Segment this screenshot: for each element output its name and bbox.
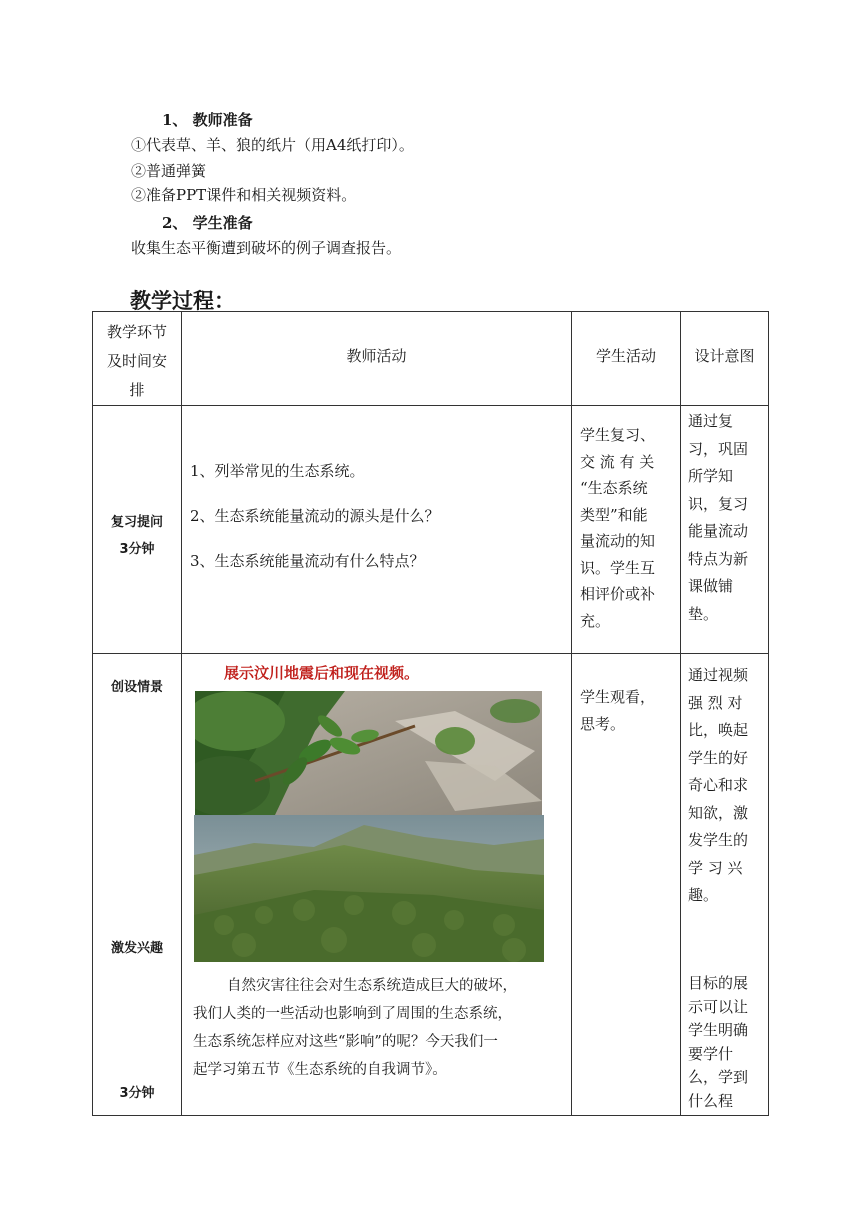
row1-question-3: 3、生态系统能量流动有什么特点？	[190, 552, 425, 570]
forest-mountain-photo	[194, 815, 544, 962]
row1-student-line: 量流动的知	[580, 532, 656, 550]
process-title: 教学过程：	[130, 289, 235, 313]
row2-intent-text-a	[688, 662, 748, 910]
row1-student	[572, 406, 681, 654]
row2-intent-line: 学生明确	[688, 1021, 749, 1039]
row1-intent-line: 通过复	[688, 412, 734, 430]
header-teacher-label: 教师活动	[346, 347, 407, 365]
row1-intent-line: 所学知	[688, 467, 734, 485]
row2-para-line: 起学习第五节《生态系统的自我调节》。	[193, 1062, 447, 1078]
student-prep-item: 收集生态平衡遭到破坏的例子调查报告。	[131, 239, 402, 257]
landslide-photo	[195, 691, 542, 815]
row1-stage-label: 复习提问	[110, 515, 163, 530]
row1-intent-text	[688, 408, 748, 628]
table-row	[93, 654, 769, 1116]
row1-stage	[93, 406, 182, 654]
header-student	[572, 312, 681, 406]
row1-student-text	[580, 422, 655, 634]
landslide-photo-icon	[195, 691, 542, 815]
row2-intent-line: 什么程	[688, 1091, 734, 1110]
teacher-prep-item-2: ②普通弹簧	[131, 162, 207, 180]
row2-intent-line: 强 烈 对	[688, 693, 743, 712]
header-teacher	[182, 312, 572, 406]
row1-student-line: “生态系统	[580, 479, 648, 497]
table-header-row	[93, 312, 769, 406]
header-stage-line-2: 及时间安	[106, 352, 167, 370]
row2-video-heading: 展示汶川地震后和现在视频。	[224, 664, 420, 682]
header-student-label: 学生活动	[595, 347, 656, 365]
row2-intent-line: 学生的好	[688, 748, 749, 767]
teacher-prep-item-1: ①代表草、羊、狼的纸片（用A4纸打印）。	[131, 136, 414, 154]
row2-stage-mid: 激发兴趣	[110, 941, 163, 956]
row2-student	[572, 654, 681, 1116]
row1-intent-line: 课做铺	[688, 577, 734, 595]
row2-intent-line: 要学什	[688, 1044, 734, 1063]
row2-intent-line: 知欲，激	[688, 803, 749, 822]
row2-student-line: 学生观看，	[580, 688, 656, 706]
header-intent	[681, 312, 769, 406]
row1-intent-line: 能量流动	[688, 522, 749, 540]
row2-student-text	[580, 684, 655, 738]
row1-student-line: 交 流 有 关	[580, 452, 655, 471]
row2-stage	[93, 654, 182, 1116]
row2-teacher-paragraph	[193, 972, 517, 1084]
forest-mountain-photo-icon	[194, 815, 544, 962]
row1-question-1: 1、列举常见的生态系统。	[190, 462, 365, 480]
row2-para-line: 生态系统怎样应对这些“影响”的呢？今天我们一	[193, 1034, 498, 1050]
row1-intent-line: 特点为新	[688, 549, 749, 568]
row1-student-line: 相评价或补	[580, 585, 656, 603]
row2-intent-line: 通过视频	[688, 666, 749, 684]
row2-intent-line: 么，学到	[688, 1068, 749, 1086]
row2-intent-line: 比，唤起	[688, 721, 749, 739]
row1-intent	[681, 406, 769, 654]
row2-para-line: 我们人类的一些活动也影响到了周围的生态系统，	[193, 1006, 512, 1022]
header-stage-line-3: 排	[129, 381, 145, 399]
student-prep-heading: 2、 学生准备	[162, 214, 253, 232]
teacher-prep-heading: 1、 教师准备	[162, 111, 253, 129]
row2-time: 3分钟	[119, 1086, 155, 1101]
row2-intent-line: 发学生的	[688, 831, 749, 849]
row2-teacher	[182, 654, 572, 1116]
row1-intent-line: 识，复习	[688, 494, 749, 513]
row2-intent-line: 示可以让	[688, 997, 749, 1016]
row2-intent-line: 趣。	[688, 886, 719, 904]
row2-stage-top: 创设情景	[110, 680, 163, 695]
row1-intent-line: 习，巩固	[688, 439, 749, 458]
row2-intent-line: 目标的展	[688, 974, 749, 992]
header-stage	[93, 312, 182, 406]
row1-student-line: 学生复习、	[580, 426, 656, 444]
row2-intent-line: 学 习 兴	[688, 858, 743, 877]
row1-teacher	[182, 406, 572, 654]
row1-question-2: 2、生态系统能量流动的源头是什么？	[190, 507, 440, 525]
table-row	[93, 406, 769, 654]
row2-student-line: 思考。	[580, 715, 626, 733]
header-intent-label: 设计意图	[694, 347, 755, 365]
teacher-prep-item-3: ②准备PPT课件和相关视频资料。	[131, 186, 357, 204]
header-stage-line-1: 教学环节	[106, 323, 167, 341]
row2-intent-text-b	[688, 972, 748, 1113]
row1-intent-line: 垫。	[688, 604, 719, 623]
row1-student-line: 类型”和能	[580, 505, 648, 524]
row1-time-label: 3分钟	[119, 542, 155, 557]
row1-student-line: 充。	[580, 611, 611, 630]
row2-intent	[681, 654, 769, 1116]
row1-student-line: 识。学生互	[580, 558, 656, 577]
row2-intent-line: 奇心和求	[688, 776, 749, 794]
row2-para-line: 自然灾害往往会对生态系统造成巨大的破坏，	[227, 978, 517, 994]
teaching-process-table	[92, 311, 769, 1116]
